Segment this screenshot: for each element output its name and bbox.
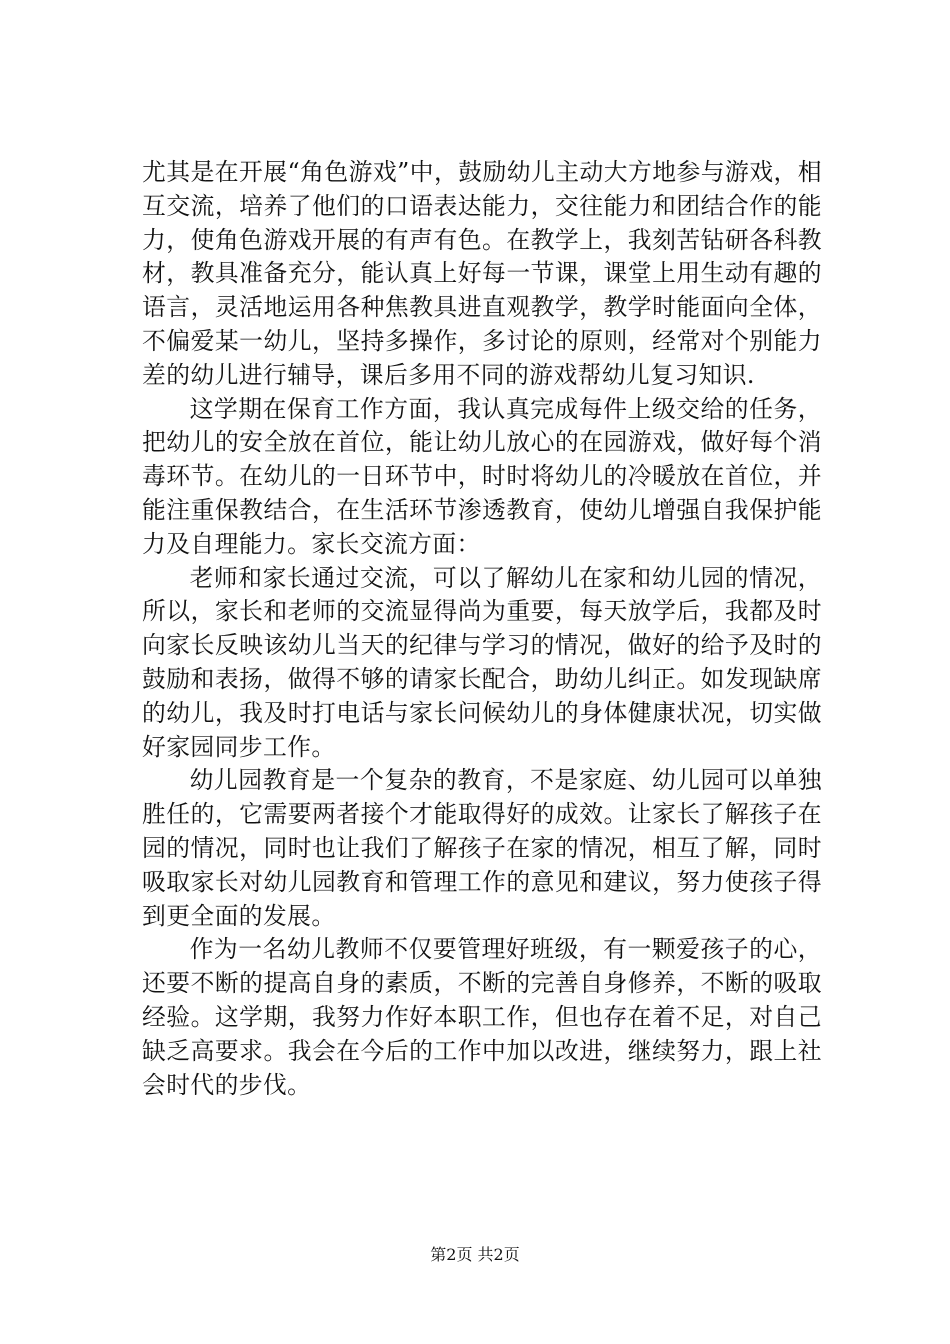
paragraph-3: 老师和家长通过交流，可以了解幼儿在家和幼儿园的情况，所以，家长和老师的交流显得尚为重要，每天放学后，我都及时向家长反映该幼儿当天的纪律与学习的情况，做好的给予及时的鼓励和表扬，做得不够的请家长配合，助幼儿纠正。如发现缺席的幼儿，我及时打电话与家长问候幼儿的身体健康状况，切实做好家园同步工作。: [142, 563, 822, 761]
paragraph-5: 作为一名幼儿教师不仅要管理好班级，有一颗爱孩子的心，还要不断的提高自身的素质，不断的完善自身修养，不断的吸取经验。这学期，我努力作好本职工作，但也存在着不足，对自己缺乏高要求。我会在今后的工作中加以改进，继续努力，跟上社会时代的步伐。: [142, 935, 822, 1099]
document-body: [142, 156, 822, 1102]
page-footer: 第2页 共2页: [430, 1245, 520, 1264]
paragraph-1: 尤其是在开展“角色游戏”中，鼓励幼儿主动大方地参与游戏，相互交流，培养了他们的口语表达能力，交往能力和团结合作的能力，使角色游戏开展的有声有色。在教学上，我刻苦钻研各科教材，教具准备充分，能认真上好每一节课，课堂上用生动有趣的语言，灵活地运用各种焦教具进直观教学，教学时能面向全体，不偏爱某一幼儿，坚持多操作，多讨论的原则，经常对个别能力差的幼儿进行辅导，课后多用不同的游戏帮幼儿复习知识.: [142, 158, 822, 389]
paragraph-4: 幼儿园教育是一个复杂的教育，不是家庭、幼儿园可以单独胜任的，它需要两者接个才能取得好的成效。让家长了解孩子在园的情况，同时也让我们了解孩子在家的情况，相互了解，同时吸取家长对幼儿园教育和管理工作的意见和建议，努力使孩子得到更全面的发展。: [142, 766, 822, 930]
paragraph-2: 这学期在保育工作方面，我认真完成每件上级交给的任务，把幼儿的安全放在首位，能让幼儿放心的在园游戏，做好每个消毒环节。在幼儿的一日环节中，时时将幼儿的冷暖放在首位，并能注重保教结合，在生活环节渗透教育，使幼儿增强自我保护能力及自理能力。家长交流方面：: [142, 394, 822, 558]
